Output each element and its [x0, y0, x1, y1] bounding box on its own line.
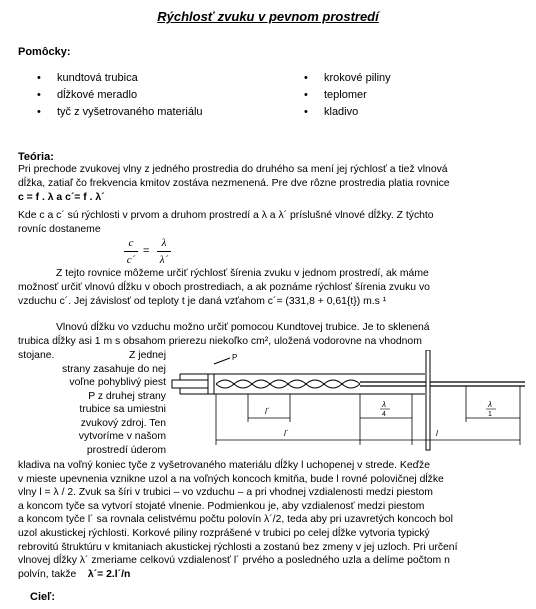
kundt-tube-diagram — [170, 350, 525, 460]
tools-list-right — [302, 70, 502, 121]
piston-head — [208, 374, 214, 394]
lambda-half-den: 1 — [488, 411, 492, 418]
text-line: Vlnovú dĺžku vo vzduchu možno určiť pomocou Kundtovej trubice. Je to sklenená — [56, 322, 430, 333]
denominator: λ´ — [159, 254, 169, 266]
text-line: Kde c a c´ sú rýchlosti v prvom a druhom prostredí a λ a λ´ príslušné vlnové dĺžky. Z týchto — [18, 210, 434, 221]
text-line: trubica dĺžky asi 1 m s obsahom prierezu niekoľko cm², uložená vodorovne na vhodnom — [18, 336, 422, 347]
text-line: v mieste upevnenia vznikne uzol a na voľných koncoch kmitňa, bude l rovné polovičnej dĺžke — [18, 473, 444, 485]
theory-paragraph-2 — [18, 209, 523, 237]
text-span: polvín, takže — [18, 568, 77, 580]
tools-list-left — [35, 70, 275, 121]
list-item: • tyč z vyšetrovaného materiálu — [35, 104, 275, 121]
fraction-lambda — [157, 236, 171, 267]
text-line: voľne pohyblivý piest — [69, 377, 166, 388]
piston-rod — [172, 380, 212, 388]
theory-paragraph-5 — [18, 459, 523, 581]
text-line — [18, 568, 523, 582]
text-line: Pri prechode zvukovej vlny z jedného prostredia do druhého sa mení jej rýchlosť a tiež vlnová — [18, 164, 448, 175]
text-line: strany zasahuje do nej — [62, 363, 166, 375]
lambda-half-num: λ — [488, 400, 492, 409]
text-line: rovníc dostaneme — [18, 224, 101, 235]
text-line: vytvoríme v našom — [78, 431, 166, 442]
lambda-quarter-den: 4 — [382, 411, 386, 418]
fraction-c — [124, 236, 138, 267]
text-line: stojane. — [18, 350, 55, 361]
equation: c = f . λ a c´= f . λ´ — [18, 192, 105, 203]
text-line: dĺžka, zatiaľ čo frekvencia kmitov zostáva nezmenená. Pre dve rôzne prostredia platia rovnice — [18, 178, 450, 189]
equals-sign: = — [143, 245, 150, 257]
text-line: vlnovej dĺžky λ´ zmeriame celkovú vzdialenosť l´ prvého a posledného uzla a delíme počtom n — [18, 555, 450, 567]
piston-pointer-line — [214, 358, 230, 364]
piston-label: P — [232, 353, 238, 362]
l-prime-label: l´ — [284, 429, 289, 438]
l-label: l — [436, 429, 438, 438]
final-equation: λ´= 2.l´/n — [87, 568, 131, 580]
list-item: • kladivo — [302, 104, 502, 121]
tools-heading: Pomôcky: — [18, 46, 71, 58]
wrapped-text-column — [18, 349, 166, 457]
denominator: c´ — [126, 254, 136, 266]
text-line: a koncom tyče sa vytvorí stojaté vlnenie. Podmienkou je, aby vzdialenosť medzi piestom — [18, 500, 425, 512]
rod-clamp — [426, 350, 430, 450]
text-line: vzduchu c´. Jej závislosť od teploty t je daná vzťahom c´= (331,8 + 0,61{t}) m.s ¹ — [18, 296, 387, 307]
lambda-quarter-num: λ — [382, 400, 386, 409]
text-line: uzol akustickej rýchlosti. Korkové piliny rozprášené v trubici po celej dĺžke vytvoria typický — [18, 527, 430, 539]
theory-paragraph-1 — [18, 163, 523, 205]
text-line: P z druhej strany — [88, 390, 166, 402]
theory-paragraph-3 — [18, 267, 523, 309]
list-item: • krokové piliny — [302, 70, 502, 87]
document-title: Rýchlosť zvuku v pevnom prostredí — [157, 9, 379, 24]
text-line: prostredí úderom — [86, 444, 166, 456]
text-line: Z jednej — [129, 350, 166, 361]
text-line: vlny l = λ / 2. Zvuk sa šíri v trubici – vo vzduchu – a pri vhodnej vzdialenosti medzi piestom — [18, 487, 433, 499]
text-line: Z tejto rovnice môžeme určiť rýchlosť šírenia zvuku v jednom prostredí, ak máme — [56, 268, 429, 279]
text-line: možnosť určiť vlnovú dĺžku v oboch prostrediach, a ak poznáme rýchlosť šírenia zvuku vo — [18, 282, 430, 293]
list-item: • teplomer — [302, 87, 502, 104]
goal-heading: Cieľ: — [30, 591, 56, 603]
theory-heading: Teória: — [18, 151, 54, 163]
numerator: λ — [161, 237, 167, 249]
lambda-prime-label: l´ — [265, 407, 270, 416]
list-item: • dĺžkové meradlo — [35, 87, 275, 104]
list-item: • kundtová trubica — [35, 70, 275, 87]
text-line: a koncom tyče l´ sa rovnala celistvému počtu polovín λ´/2, teda aby pri uzavretých koncoch bol — [18, 514, 453, 526]
text-line: trubice sa umiestni — [79, 404, 166, 415]
numerator: c — [128, 237, 134, 249]
ratio-equation — [124, 236, 184, 266]
text-line: zvukový zdroj. Ten — [80, 417, 166, 429]
text-line: rebrovitú štruktúru v kmitaniach akustickej rýchlosti a zostanú bez zmeny v jej uzloch. Pri určení — [18, 541, 458, 553]
text-line: kladiva na voľný koniec tyče z vyšetrovaného materiálu dĺžky l uchopenej v strede. Keďže — [18, 460, 430, 471]
